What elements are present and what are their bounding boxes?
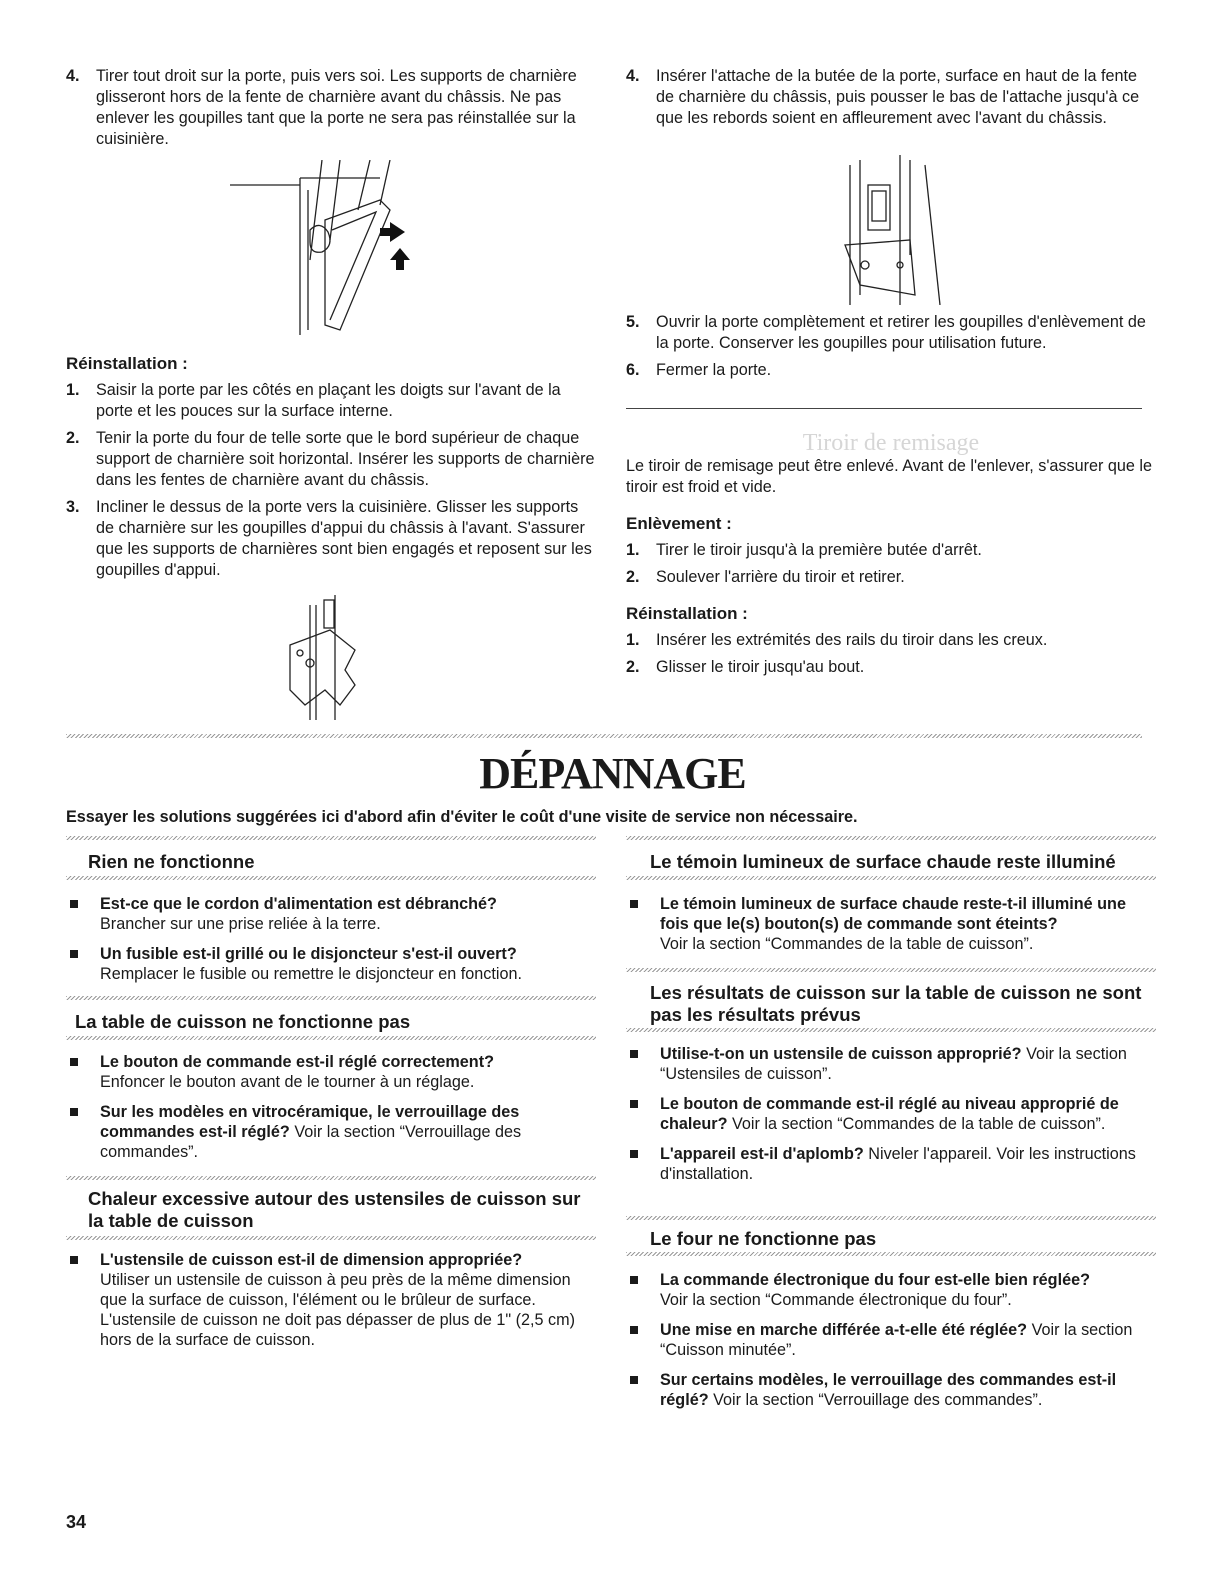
rule	[626, 1216, 1156, 1220]
right-step-4: 4. Insérer l'attache de la butée de la porte, surface en haut de la fente de charnière du châssis, puis pousser le bas de l'attache jusqu'à ce que les rebords soient en affleurement avec l'avant du châssis.	[626, 67, 1140, 127]
section-items	[66, 894, 596, 994]
section-title: Le témoin lumineux de surface chaude reste illuminé	[650, 851, 1116, 872]
rule	[626, 968, 1156, 972]
list-item: Le bouton de commande est-il réglé correctement? Enfoncer le bouton avant de le tourner à un réglage.	[66, 1052, 596, 1092]
hinge-illustration	[280, 595, 380, 720]
section-title: Les résultats de cuisson sur la table de cuisson ne sont pas les résultats prévus	[650, 982, 1142, 1025]
page-number: 34	[66, 1512, 87, 1532]
section-divider	[626, 408, 1142, 409]
section-title: Chaleur excessive autour des ustensiles de cuisson sur la table de cuisson	[88, 1188, 581, 1231]
list-item: L'ustensile de cuisson est-il de dimension appropriée? Utiliser un ustensile de cuisson à peu près de la même dimension que la surface de cuisson, l'élément ou le brûleur de surface. L'ustensile de cuisson ne doit pas dépasser de plus de 1" (2,5 cm) hors de la surface de cuisson.	[66, 1250, 596, 1350]
list-item: Un fusible est-il grillé ou le disjoncteur s'est-il ouvert? Remplacer le fusible ou remettre le disjoncteur en fonction.	[66, 944, 596, 984]
rule	[66, 1176, 596, 1180]
list-item: L'appareil est-il d'aplomb? Niveler l'appareil. Voir les instructions d'installation.	[626, 1144, 1156, 1184]
rule	[66, 1236, 596, 1240]
door-removal-illustration	[230, 160, 440, 340]
door-stop-illustration	[840, 155, 960, 305]
rule	[626, 836, 1156, 840]
rule	[66, 836, 596, 840]
list-item: Utilise-t-on un ustensile de cuisson approprié? Voir la section “Ustensiles de cuisson”.	[626, 1044, 1156, 1084]
list-item: Une mise en marche différée a-t-elle été réglée? Voir la section “Cuisson minutée”.	[626, 1320, 1156, 1360]
left-step-4: 4. Tirer tout droit sur la porte, puis vers soi. Les supports de charnière glisseront hors de la fente de charnière avant du châssis. Ne pas enlever les goupilles tant que la porte ne sera pas réinstallée sur la cuisinière.	[66, 67, 577, 148]
troubleshooting-intro: Essayer les solutions suggérées ici d'abord afin d'éviter le coût d'une visite de service non nécessaire.	[66, 808, 858, 826]
section-items	[626, 1270, 1156, 1420]
rule	[66, 876, 596, 880]
drawer-section-title: Tiroir de remisage	[802, 430, 980, 456]
rule	[626, 876, 1156, 880]
list-item: La commande électronique du four est-elle bien réglée? Voir la section “Commande électronique du four”.	[626, 1270, 1156, 1310]
list-item: Est-ce que le cordon d'alimentation est débranché? Brancher sur une prise reliée à la terre.	[66, 894, 596, 934]
rule	[66, 996, 596, 1000]
section-title: La table de cuisson ne fonctionne pas	[75, 1011, 411, 1032]
section-title: Le four ne fonctionne pas	[650, 1228, 877, 1249]
right-steps-5-6: 5. Ouvrir la porte complètement et retirer les goupilles d'enlèvement de la porte. Conserver les goupilles pour utilisation future. 6. Fermer la porte.	[626, 313, 1146, 379]
list-item: Le bouton de commande est-il réglé au niveau approprié de chaleur? Voir la section “Commandes de la table de cuisson”.	[626, 1094, 1156, 1134]
rule	[626, 1252, 1156, 1256]
section-items	[66, 1250, 596, 1360]
list-item: Sur les modèles en vitrocéramique, le verrouillage des commandes est-il réglé? Voir la section “Verrouillage des commandes”.	[66, 1102, 596, 1162]
full-width-rule	[66, 734, 1142, 738]
section-items	[626, 1044, 1156, 1194]
list-item: Le témoin lumineux de surface chaude reste-t-il illuminé une fois que le(s) bouton(s) de commande sont éteints? Voir la section “Commandes de la table de cuisson”.	[626, 894, 1156, 954]
list-item: Sur certains modèles, le verrouillage des commandes est-il réglé? Voir la section “Verrouillage des commandes”.	[626, 1370, 1156, 1410]
rule	[66, 1036, 596, 1040]
section-items	[626, 894, 1156, 964]
left-reinstall: Réinstallation : 1. Saisir la porte par les côtés en plaçant les doigts sur l'avant de la porte et les pouces sur la surface interne. 2. Tenir la porte du four de telle sorte que le bord supérieur de chaque support de charnière soit horizontal. Insérer les supports de charnière dans les fentes de charnière avant du châssis. 3. Incliner le dessus de la porte vers la cuisinière. Glisser les supports de charnière sur les goupilles d'appui du châssis à l'avant. S'assurer que les supports de charnières sont bien engagés et reposent sur les goupilles d'appui.	[66, 354, 595, 579]
section-title: Rien ne fonctionne	[88, 851, 255, 872]
rule	[626, 1028, 1156, 1032]
section-items	[66, 1052, 596, 1172]
drawer-section: Le tiroir de remisage peut être enlevé. Avant de l'enlever, s'assurer que le tiroir est froid et vide. Enlèvement : 1. Tirer le tiroir jusqu'à la première butée d'arrêt. 2. Soulever l'arrière du tiroir et retirer. Réinstallation : 1. Insérer les extrémités des rails du tiroir dans les creux. 2. Glisser le tiroir jusqu'au bout.	[626, 457, 1152, 676]
page-title: DÉPANNAGE	[479, 749, 746, 798]
